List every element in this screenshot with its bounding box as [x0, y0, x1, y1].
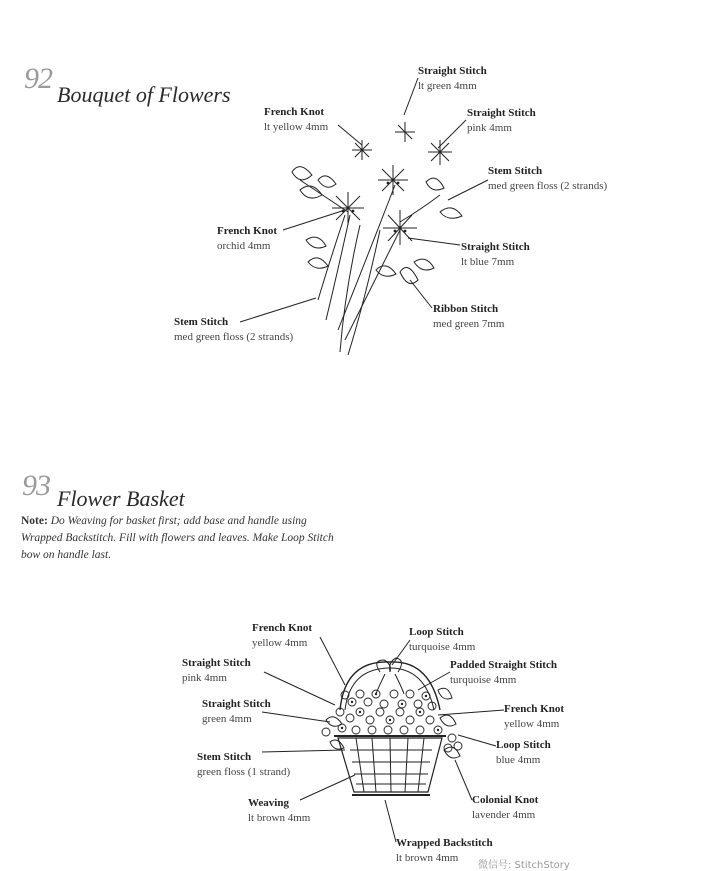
label-french-knot-yellow-right: French Knot yellow 4mm: [504, 703, 564, 730]
label-french-knot-lt-yellow: French Knot lt yellow 4mm: [264, 106, 329, 133]
label-loop-stitch-turquoise: Loop Stitch turquoise 4mm: [409, 626, 476, 653]
leader-line: [455, 760, 472, 800]
label-french-knot-yellow: French Knot yellow 4mm: [252, 622, 312, 649]
leader-line: [262, 712, 330, 722]
label-padded-straight-stitch: Padded Straight Stitch turquoise 4mm: [450, 659, 557, 686]
label-straight-stitch-lt-blue: Straight Stitch lt blue 7mm: [461, 241, 530, 268]
pattern-93-number: 93: [22, 469, 50, 502]
label-straight-stitch-pink: Straight Stitch pink 4mm: [467, 107, 536, 134]
label-weaving: Weaving lt brown 4mm: [248, 797, 311, 824]
label-straight-stitch-green: Straight Stitch green 4mm: [202, 698, 271, 725]
label-straight-stitch-pink: Straight Stitch pink 4mm: [182, 657, 251, 684]
label-stem-stitch-floss: Stem Stitch med green floss (2 strands): [174, 316, 294, 343]
label-wrapped-backstitch: Wrapped Backstitch lt brown 4mm: [396, 837, 493, 864]
pattern-92-title: Bouquet of Flowers: [57, 82, 231, 107]
label-colonial-knot: Colonial Knot lavender 4mm: [472, 794, 539, 821]
note-label: Note:: [21, 515, 48, 527]
note-text: Do Weaving for basket first; add base and handle using Wrapped Backstitch. Fill with flowers and leaves. Make Loop Stitch bow on handle last.: [21, 515, 334, 561]
leader-line: [418, 672, 450, 690]
pattern-93-title: Flower Basket: [57, 486, 185, 511]
leader-line: [320, 637, 345, 685]
label-loop-stitch-blue: Loop Stitch blue 4mm: [496, 739, 551, 766]
leader-line: [458, 735, 496, 746]
watermark: 微信号: StitchStory: [478, 860, 570, 871]
pattern-92-number: 92: [24, 62, 52, 95]
label-ribbon-stitch: Ribbon Stitch med green 7mm: [433, 303, 505, 330]
leader-line: [438, 710, 504, 715]
leader-line: [385, 800, 396, 842]
label-stem-stitch-med-green: Stem Stitch med green floss (2 strands): [488, 165, 608, 192]
label-straight-stitch-lt-green: Straight Stitch lt green 4mm: [418, 65, 487, 92]
leader-line: [264, 672, 335, 705]
label-french-knot-orchid: French Knot orchid 4mm: [217, 225, 277, 252]
label-stem-stitch-green-floss: Stem Stitch green floss (1 strand): [197, 751, 291, 778]
